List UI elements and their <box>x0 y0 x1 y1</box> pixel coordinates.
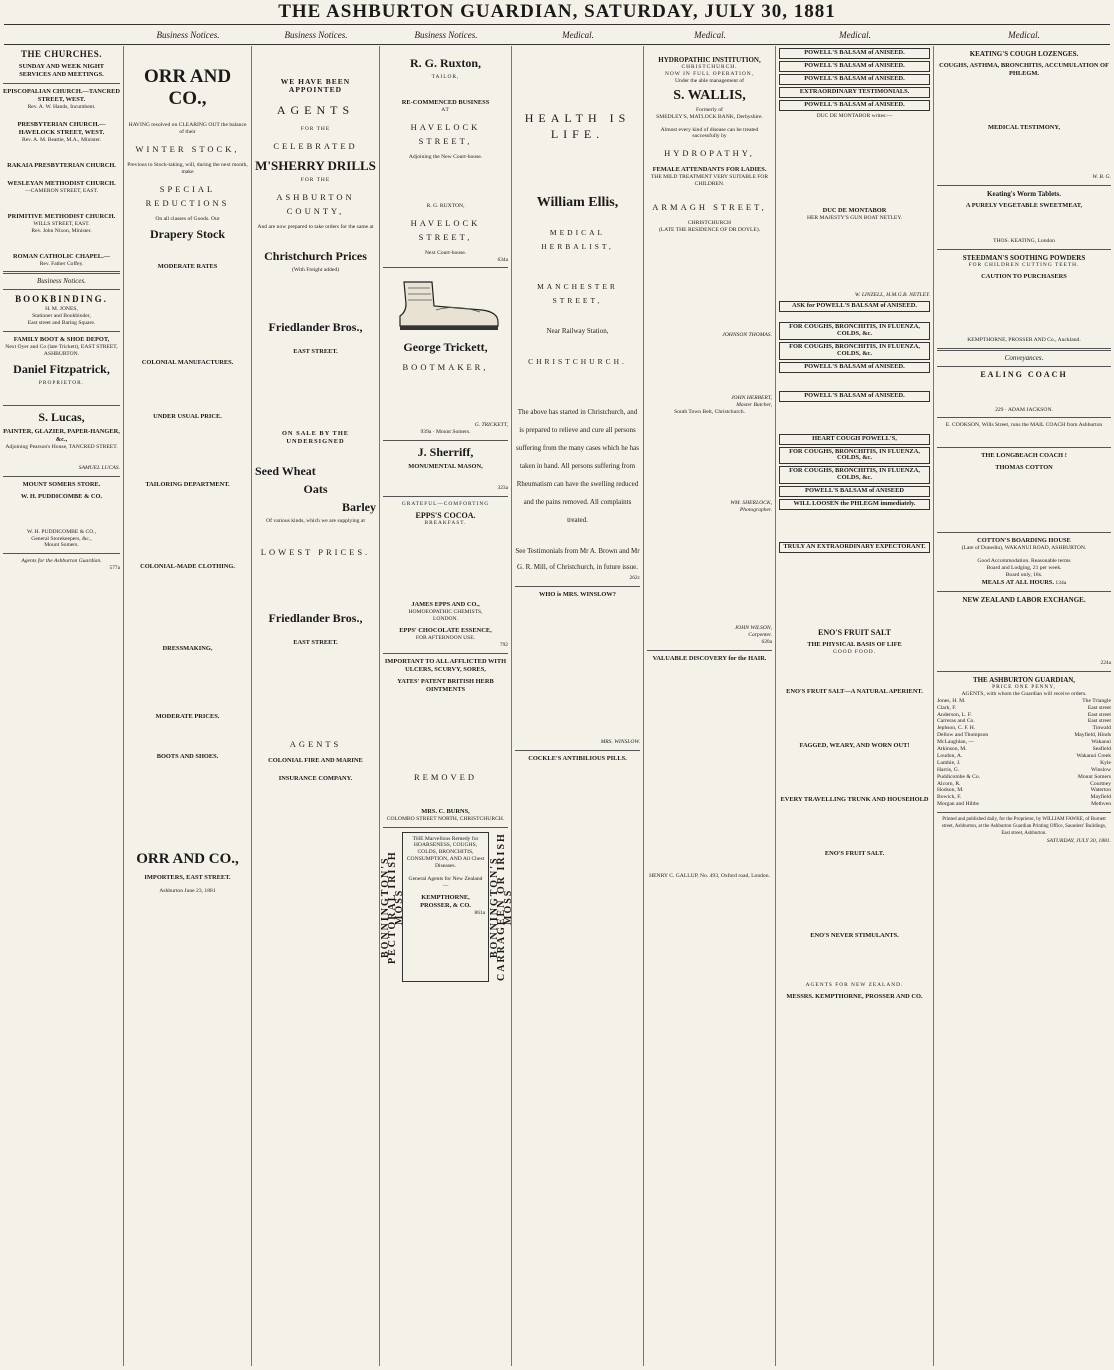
fitzpatrick-role: PROPRIETOR. <box>38 379 85 386</box>
orr-moderate: MODERATE RATES <box>157 262 218 270</box>
agent-place: Mayfield, Hinds <box>1074 732 1111 739</box>
orr-tailoring: TAILORING DEPARTMENT. <box>145 480 230 488</box>
keating-worm: Keating's Worm Tablets. <box>987 189 1061 198</box>
trickett-bootmaker: BOOTMAKER, <box>402 362 489 373</box>
enos-fagged: FAGGED, WEARY, AND WORN OUT! <box>799 741 910 749</box>
agent-name: Carreras and Co. <box>937 718 975 725</box>
agent-name: Lambie, J. <box>937 759 961 766</box>
fb-county: ASHBURTON COUNTY, <box>276 191 355 216</box>
masthead: THE ASHBURTON GUARDIAN, SATURDAY, JULY 30, 1881 <box>278 1 836 22</box>
steedman-caution: CAUTION TO PURCHASERS <box>981 272 1067 280</box>
printed-by: Printed and published daily, for the Proprietor, by WILLIAM FAWKE, of Burnett street, Ashburton, at the Ashburton Guardian Printing Office, Saunders' Buildings, East street, Ashburton. <box>941 817 1107 836</box>
agent-row <box>937 760 1111 767</box>
trickett-num: 939a <box>420 429 432 436</box>
column-keating: KEATING'S COUGH LOZENGES. COUGHS, ASTHMA, BRONCHITIS, ACCUMULATION OF PHLEGM. MEDICAL TESTIMONY, W. B. G. Keating's Worm Tablets. A PURELY VEGETABLE SWEETMEAT, THOS. KEATING, London STEEDMAN'S SOOTHING POWDERS FOR CHILDREN CUTTING TEETH. CAUTION TO PURCHASERS KEMPTHORNE, PROSSER AND Co., Auckland. Conveyances. EALING COACH 229 · ADAM JACKSON. E. COOKSON, Wills Street, runs the MAIL COACH from Ashburton THE LONGBEACH COACH ! THOMAS COTTON COTTON'S BOARDING HOUSE (Late of Dunedin), WAKANUI ROAD, ASHBURTON. Good Accommodation. Reasonable terms Board and Lodging, 21 per week. Board only, 18s. MEALS AT ALL HOURS. 134a NEW ZEALAND LABOR EXCHANGE. 224a THE ASHBURTON GUARDIAN, PRICE ONE PENNY, AGENTS, with whom the Guardian will receive orders. Jones, H. M. The Triangle Clark, F. East street Anderson, L. F. East street Carreras and Co. East street Jephson, C. F. H. Tinwald Dellow and Thompson Mayfield, Hinds McLaughlan, — Wakanui Atkinson, M. Seafield Loudon, A. Wakanui Creek Lambie, J. Kyle Harris, G. Winslow Puddicombe & Co. Mount Somers Alcorn, R. Courtney Hodson, M. Waterton Bowick, F. Mayfield Morgan and Hibbs Methven Printed and published daily, for the Proprietor, by WILLIAM FAWKE, of Burnett street, Ashburton, at the Ashburton Guardian Printing Office, Saunders' Buildings, East street, Ashburton. SATURDAY, JULY 30, 1881. <box>937 50 1111 844</box>
agent-row <box>937 753 1111 760</box>
agent-place: Methven <box>1091 801 1111 808</box>
keating-name: THOS. KEATING, <box>993 237 1037 244</box>
fb-chch-prices: Christchurch Prices <box>264 248 367 263</box>
agent-place: East street <box>1087 718 1111 725</box>
removed-title: REMOVED <box>413 771 478 782</box>
herbert-role: Master Butcher, <box>736 401 772 408</box>
cotton-board: Board and Lodging, 21 per week. <box>986 565 1062 572</box>
family-boot-title: FAMILY BOOT & SHOE DEPOT, <box>13 336 110 344</box>
roman-rev: Rev. Father Coffey. <box>39 260 84 267</box>
winslow-head: WHO is MRS. WINSLOW? <box>539 590 616 598</box>
primitive-rev: Rev. John Nixon, Minister. <box>31 227 92 234</box>
orr-title: ORR AND CO., <box>143 66 232 109</box>
enos-good: GOOD FOOD. <box>833 648 876 655</box>
agent-place: Tinwald <box>1092 725 1111 732</box>
sherriff-num: 323a <box>497 485 508 492</box>
cotton-board-day: Board only, 18s. <box>1005 572 1043 579</box>
column-heads <box>0 26 1114 44</box>
extraordinary-box: EXTRAORDINARY TESTIMONIALS. <box>779 87 930 98</box>
column-friedlander <box>252 46 380 1366</box>
agent-name: Jephson, C. F. H. <box>937 725 976 732</box>
orr-footer-name: ORR AND CO., <box>136 850 239 867</box>
lucas-role: PAINTER, GLAZIER, PAPER-HANGER, &c., <box>3 427 120 443</box>
family-boot-addr: Next Oyer and Co (late Trickett), EAST STREET, ASHBURTON. <box>5 344 118 357</box>
agent-row <box>937 732 1111 739</box>
fb-freight: (With Freight added) <box>292 266 339 273</box>
hydro-armagh-city: CHRISTCHURCH <box>687 220 732 227</box>
important-title: IMPORTANT TO ALL AFFLICTED WITH ULCERS, SCURVY, SORES, <box>384 657 507 673</box>
column-head-3: Business Notices. <box>414 30 478 40</box>
wallis-from: SMEDLEY'S, MATLOCK BANK, Derbyshire. <box>656 113 763 120</box>
hydro-mgmt: Under the able management of <box>675 77 744 84</box>
agent-place: Seafield <box>1092 746 1111 753</box>
agent-name: Puddicombe & Co. <box>937 773 981 780</box>
enos-sub: THE PHYSICAL BASIS OF LIFE <box>807 640 902 648</box>
cotton-boarding: COTTON'S BOARDING HOUSE <box>977 537 1071 545</box>
agent-name: Jones, H. M. <box>937 697 966 704</box>
agent-row <box>937 774 1111 781</box>
orr-on-all: On all classes of Goods. Our <box>155 215 220 222</box>
fb-east: EAST STREET. <box>293 347 338 355</box>
agent-row <box>937 767 1111 774</box>
orr-footer-sub: IMPORTERS, EAST STREET. <box>144 873 231 881</box>
powell-box-7: POWELL'S BALSAM of ANISEED <box>779 486 930 497</box>
primitive-heading: PRIMITIVE METHODIST CHURCH. <box>7 212 116 220</box>
orr-under-usual: UNDER USUAL PRICE. <box>153 412 222 420</box>
powell-box-4: POWELL'S BALSAM of ANISEED. <box>779 100 930 111</box>
burns-name: MRS. C. BURNS, <box>421 807 470 815</box>
heads-rule <box>4 44 1110 45</box>
epps-grateful: GRATEFUL—COMFORTING <box>401 501 490 508</box>
lucas-name: S. Lucas, <box>38 409 85 424</box>
column-head-6: Medical. <box>839 30 871 40</box>
burns-addr: COLOMBO STREET NORTH, CHRISTCHURCH. <box>386 815 505 822</box>
coughs-box-1: FOR COUGHS, BRONCHITIS, IN FLUENZA, COLDS, &c. <box>779 322 930 340</box>
fb-prepared: And are now prepared to take orders for the same at <box>257 223 374 230</box>
bookbinding-name: H. M. JONES, <box>45 306 78 313</box>
agent-row <box>937 705 1111 712</box>
puddicombe-signature: W. H. PUDDICOMBE & CO., <box>26 528 97 535</box>
agent-row <box>937 718 1111 725</box>
lucas-signature: SAMUEL LUCAS. <box>78 464 120 471</box>
roman-heading: ROMAN CATHOLIC CHAPEL.— <box>13 252 110 260</box>
fb-drills: M'SHERRY DRILLS <box>255 157 376 173</box>
agent-row <box>937 712 1111 719</box>
epps-breakfast: BREAKFAST. <box>424 520 467 527</box>
fb-agents: AGENTS <box>276 103 355 117</box>
fb-various: Of various kinds, which we are supplying at <box>266 517 365 524</box>
cotton-meals-num: 134a <box>1055 579 1067 586</box>
fb-on-sale: ON SALE BY THE UNDERSIGNED <box>281 429 350 445</box>
guardian-agents-num: 577a <box>109 565 120 572</box>
powell-box-6: POWELL'S BALSAM of ANISEED. <box>779 391 930 402</box>
column-ellis <box>512 46 644 1366</box>
ruxton-recommenced: RE-COMMENCED BUSINESS <box>401 98 490 106</box>
guardian-price: PRICE ONE PENNY, <box>992 683 1056 690</box>
presbyterian-heading: PRESBYTERIAN CHURCH.—HAVELOCK STREET, WEST. <box>17 120 106 136</box>
orr-drapery: Drapery Stock <box>150 226 225 241</box>
orr-special: SPECIAL REDUCTIONS <box>145 183 230 208</box>
cockle-title: COCKLE'S ANTIBILIOUS PILLS. <box>528 754 627 762</box>
presbyterian-rev: Rev. A. M. Beattie, M.A., Minister. <box>21 136 102 143</box>
bookbinding-addr: East street and Baring Square. <box>27 320 96 327</box>
fb-friedlander: Friedlander Bros., <box>268 319 363 334</box>
column-head-2: Business Notices. <box>284 30 348 40</box>
keating-purely: A PURELY VEGETABLE SWEETMEAT, <box>965 201 1083 209</box>
fb-for-the: FOR THE <box>300 126 331 132</box>
printed-date: SATURDAY, JULY 30, 1881. <box>1046 837 1111 844</box>
ruxton-court: Next Court-house. <box>424 249 467 256</box>
ruxton-at: AT <box>441 106 450 113</box>
cotton-meals: MEALS AT ALL HOURS. <box>981 578 1054 586</box>
powell-box-3: POWELL'S BALSAM of ANISEED. <box>779 74 930 85</box>
mount-store-title: MOUNT SOMERS STORE. <box>22 480 101 488</box>
wilson-num: 620a <box>761 639 772 646</box>
johnson-signature: JOHNSON THOMAS. <box>722 331 772 338</box>
ruxton-num: 634a <box>497 256 508 263</box>
ellis-intro: The above has started in Christchurch, and is prepared to relieve and cure all persons suffering from the many cases which he has taken in hand. All persons suffering from Rheumatism can have the swelling reduced and the pains removed. All complaints treated. <box>516 407 639 524</box>
ruxton-signature: R. G. RUXTON, <box>426 202 465 209</box>
lucas-addr: Adjoining Pearson's House, TANCRED STREET. <box>5 443 118 450</box>
herbert-signature: JOHN HERBERT, <box>731 394 772 401</box>
steedman-city: Auckland. <box>1057 336 1081 343</box>
agent-place: Wakanui <box>1091 739 1111 746</box>
fb-lowest: LOWEST PRICES. <box>260 546 371 557</box>
yates-title: YATES' PATENT BRITISH HERB OINTMENTS <box>397 677 494 693</box>
column-powell <box>776 46 934 1366</box>
steedman-sub: FOR CHILDREN CUTTING TEETH. <box>968 261 1080 268</box>
hydro-armagh: ARMAGH STREET, <box>652 202 767 213</box>
phlegm-box: WILL LOOSEN the PHLEGM immediately. <box>779 499 930 510</box>
agent-row <box>937 787 1111 794</box>
enos-again: ENO'S FRUIT SALT. <box>824 849 885 857</box>
episcopal-rev: Rev. A. W. Hands, Incumbent. <box>27 104 96 110</box>
trickett-name: George Trickett, <box>403 340 488 355</box>
coughs-box-4: FOR COUGHS, BRONCHITIS, IN FLUENZA, COLDS, &c. <box>779 466 930 484</box>
agent-name: Clark, F. <box>937 704 957 711</box>
fb-barley: Barley <box>342 499 376 514</box>
keating-city: London <box>1037 237 1055 244</box>
sherlock-signature: WM. SHERLOCK, <box>730 499 772 506</box>
guardian-agents-head: AGENTS, with whom the Guardian will receive orders. <box>961 690 1087 697</box>
ellis-manchester: MANCHESTER STREET, <box>537 282 618 305</box>
agent-row <box>937 794 1111 801</box>
montabor-signature: DUC DE MONTABOR <box>822 207 887 215</box>
fb-friedlander-2: Friedlander Bros., <box>268 610 363 625</box>
column-orr <box>124 46 252 1366</box>
hydro-treatment: THE MILD TREATMENT VERY SUITABLE FOR CHILDREN. <box>650 174 769 188</box>
ellis-herbalist: MEDICAL HERBALIST, <box>541 228 614 251</box>
hydro-armagh-note: (LATE THE RESIDENCE OF DR DOYLE). <box>658 227 761 234</box>
general-agents: General Agents for New Zealand— <box>408 876 483 889</box>
powell-box-5: POWELL'S BALSAM of ANISEED. <box>779 362 930 373</box>
fb-agents-2: AGENTS <box>289 738 342 749</box>
hydro-note: Almost every kind of disease can be treated successfully by <box>660 126 759 140</box>
column-head-4: Medical. <box>562 30 594 40</box>
orr-clothing: COLONIAL-MADE CLOTHING. <box>140 562 235 570</box>
agent-name: Loudon, A. <box>937 752 963 759</box>
enos-never: ENO'S NEVER STIMULANTS. <box>810 931 899 939</box>
health-title: HEALTH IS LIFE. <box>524 111 631 141</box>
churches-sub: SUNDAY AND WEEK NIGHT SERVICES AND MEETINGS. <box>18 63 105 78</box>
agent-name: Bowick, F. <box>937 794 962 801</box>
coughs-box-2: FOR COUGHS, BRONCHITIS, IN FLUENZA, COLDS, &c. <box>779 342 930 360</box>
epps-num: 792 <box>499 641 508 648</box>
rakaia-heading: RAKAIA PRESBYTERIAN CHURCH. <box>7 161 116 169</box>
irish-moss-left: BONNINGTON'S PECTORAL IRISH MOSS <box>380 849 405 964</box>
sherlock-role: Photographer. <box>739 506 772 513</box>
montabor-writes: DUC DE MONTABOR writes:— <box>816 112 893 119</box>
enos-natural: ENO'S FRUIT SALT—A NATURAL APERIENT. <box>786 687 923 695</box>
ealing-num: 229 <box>995 406 1004 413</box>
boot-illustration <box>386 276 506 332</box>
agent-name: Atkinson, M. <box>937 746 967 753</box>
ruxton-adjoining: Adjoining the New Court-house. <box>408 153 483 160</box>
agent-name: Alcorn, R. <box>937 780 961 787</box>
agent-row <box>937 739 1111 746</box>
epps-essence: EPPS' CHOCOLATE ESSENCE, <box>399 626 492 634</box>
trickett-place: Mount Somers. <box>436 429 471 436</box>
wesleyan-addr: —CAMERON STREET, EAST. <box>25 187 98 194</box>
kempthorne-num: 861a <box>474 909 485 916</box>
steedman-title: STEEDMAN'S SOOTHING POWDERS <box>962 253 1086 262</box>
wilson-role: Carpenter. <box>748 632 772 639</box>
agent-place: Kyle <box>1100 759 1111 766</box>
fitzpatrick-name: Daniel Fitzpatrick, <box>13 361 110 376</box>
fb-oats: Oats <box>303 481 328 496</box>
hydro-hydropathy: HYDROPATHY, <box>664 148 755 159</box>
enos-title: ENO'S FRUIT SALT <box>818 627 891 637</box>
agent-name: Anderson, L. F. <box>937 711 972 718</box>
valuable-title: VALUABLE DISCOVERY for the HAIR. <box>652 655 767 663</box>
episcopal-heading: EPISCOPALIAN CHURCH.—TANCRED STREET, WEST. <box>3 88 120 103</box>
gallup-footer: HENRY C. GALLUP, No. 493, Oxford road, London. <box>649 873 770 880</box>
fb-east-2: EAST STREET. <box>293 638 338 646</box>
wesleyan-heading: WESLEYAN METHODIST CHURCH. <box>7 179 116 187</box>
truly-box: TRULY AN EXTRAORDINARY EXPECTORANT. <box>779 542 930 553</box>
agent-name: Harris, G. <box>937 766 960 773</box>
coughs-box-3: FOR COUGHS, BRONCHITIS, IN FLUENZA, COLDS, &c. <box>779 447 930 465</box>
trickett-signature: G. TRICKETT, <box>474 422 508 429</box>
orr-boots: BOOTS AND SHOES. <box>156 752 219 760</box>
guardian-agents-footer: Agents for the Ashburton Guardian. <box>21 558 102 565</box>
column-churches <box>0 46 124 1366</box>
puddicombe-place: Mount Somers. <box>44 542 79 549</box>
ruxton-name: R. G. Ruxton, <box>409 56 481 70</box>
agent-row <box>937 698 1111 705</box>
agent-place: Mount Somers <box>1077 773 1111 780</box>
orr-colonial: COLONIAL MANUFACTURES. <box>141 358 234 366</box>
ellis-near: Near Railway Station, <box>546 327 609 335</box>
hydro-open: NOW IN FULL OPERATION, <box>664 70 755 77</box>
steedman-kempthorne: KEMPTHORNE, PROSSER AND Co., <box>967 336 1057 343</box>
cotton-boarding-addr: (Late of Dunedin), WAKANUI ROAD, ASHBURTON. <box>961 545 1087 552</box>
marvellous-remedy: THE Marvellous Remedy for HOARSENESS, COUGHS, COLDS, BRONCHITIS, CONSUMPTION, AND All Chest Diseases. <box>406 835 485 870</box>
fb-colonial-fire: COLONIAL FIRE AND MARINE <box>268 756 363 764</box>
fb-county-for: FOR THE <box>300 176 331 183</box>
ealing-signature: ADAM JACKSON. <box>1007 406 1053 413</box>
keating-testimony: MEDICAL TESTIMONY, <box>987 124 1061 131</box>
agent-place: Courtney <box>1090 780 1111 787</box>
agent-row <box>937 801 1111 808</box>
primitive-addr: WILLS STREET, EAST. <box>33 220 90 227</box>
keating-coughs: COUGHS, ASTHMA, BRONCHITIS, ACCUMULATION OF PHLEGM. <box>939 62 1109 77</box>
powell-box-1: POWELL'S BALSAM of ANISEED. <box>779 48 930 59</box>
agent-place: Mayfield <box>1090 794 1111 801</box>
agent-name: Dellow and Thompson <box>937 732 989 739</box>
column-ruxton: R. G. Ruxton, TAILOR, RE-COMMENCED BUSINESS AT HAVELOCK STREET, Adjoining the New Court-house. R. G. RUXTON, HAVELOCK STREET, Next Court-house. 634a George Trickett, BOOTMAKER, G. TRICKETT, 939a · Mount Somers. J. Sherriff, MONUMENTAL MASON, 323a GRATEFUL—COMFORTING EPPS'S COCOA. BREAKFAST. JAMES EPPS AND CO., HOMOEOPATHIC CHEMISTS, LONDON. EPPS' CHOCOLATE ESSENCE, FOR AFTERNOON USE. 792 IMPORTANT TO ALL AFFLICTED WITH ULCERS, SCURVY, SORES, YATES' PATENT BRITISH HERB OINTMENTS REMOVED MRS. C. BURNS, COLOMBO STREET NORTH, CHRISTCHURCH. BONNINGTON'S PECTORAL IRISH MOSS THE Marvellous Remedy for HOARSENESS, COUGHS, COLDS, BRONCHITIS, CONSUMPTION, AND All Chest Diseases. General Agents for New Zealand— KEMPTHORNE, PROSSER, & CO. 861a BONNINGTON'S CARRAGEEN OR IRISH MOSS <box>380 46 512 1366</box>
agent-row <box>937 746 1111 753</box>
heart-cough-box: HEART COUGH POWELL'S, <box>779 434 930 445</box>
orr-winter: WINTER STOCK, <box>135 143 240 154</box>
agent-place: East street <box>1087 704 1111 711</box>
epps-title: EPPS'S COCOA. <box>415 511 476 521</box>
column-head-5: Medical. <box>694 30 726 40</box>
nz-labor-num: 224a <box>1100 659 1111 666</box>
agent-place: East street <box>1087 711 1111 718</box>
hydro-city: CHRISTCHURCH. <box>681 64 738 70</box>
newspaper-columns <box>0 46 1114 1366</box>
nz-labor-title: NEW ZEALAND LABOR EXCHANGE. <box>962 595 1086 604</box>
agent-place: Waterton <box>1090 787 1111 794</box>
ellis-num: 262c <box>629 574 640 581</box>
wallis-formerly: Formerly of <box>696 106 723 113</box>
enos-kempthorne: MESSRS. KEMPTHORNE, PROSSER AND CO. <box>786 992 923 1000</box>
guardian-title: THE ASHBURTON GUARDIAN, <box>972 675 1076 684</box>
sherriff-name: J. Sherriff, <box>417 445 474 460</box>
herbert-addr: South Town Belt, Christchurch. <box>674 408 745 415</box>
cotton-good: Good Accommodation. Reasonable terms <box>977 558 1071 565</box>
enos-agents: AGENTS FOR NEW ZEALAND. <box>805 981 904 988</box>
epps-chem-city: LONDON. <box>432 615 458 622</box>
agent-name: McLaughlan, — <box>937 739 974 746</box>
ruxton-havelock-2: HAVELOCK STREET, <box>410 217 481 242</box>
masthead-rule <box>4 24 1110 25</box>
wilson-signature: JOHN WILSON, <box>734 625 772 632</box>
netley-head: HER MAJESTY'S GUN BOAT NETLEY. <box>806 215 903 222</box>
netley-signature: W. LINZELL, H.M.G.B. NETLEY. <box>854 292 930 299</box>
fb-celebrated: CELEBRATED <box>273 140 358 151</box>
bookbinding-role: Stationer and Bookbinder, <box>32 313 91 320</box>
agent-place: Winslow <box>1091 766 1111 773</box>
fb-insurance: INSURANCE COMPANY. <box>278 774 353 782</box>
fb-we-have: WE HAVE BEEN APPOINTED <box>280 77 351 94</box>
ask-box: ASK for POWELL'S BALSAM of ANISEED. <box>779 301 930 312</box>
agent-row <box>937 781 1111 788</box>
cotton-name: THOMAS COTTON <box>995 464 1053 472</box>
powell-box-2: POWELL'S BALSAM of ANISEED. <box>779 61 930 72</box>
sherriff-role: MONUMENTAL MASON, <box>408 463 483 471</box>
churches-title: THE CHURCHES. <box>20 49 102 59</box>
epps-chem-role: HOMOEOPATHIC CHEMISTS, <box>408 608 483 615</box>
guardian-agents-list <box>937 698 1111 809</box>
agent-place: Wakanui Creek <box>1076 752 1111 759</box>
bookbinding-title: BOOKBINDING. <box>15 294 108 305</box>
epps-chem: JAMES EPPS AND CO., <box>411 600 480 608</box>
conveyances-head: Conveyances. <box>1004 353 1044 362</box>
epps-essence-sub: FOR AFTERNOON USE. <box>415 634 476 641</box>
orr-intro: HAVING resolved on CLEARING OUT the balance of their <box>128 122 247 135</box>
ealing-title: EALING COACH <box>980 369 1068 379</box>
orr-footer-date: Ashburton June 23, 1881 <box>159 887 216 894</box>
column-head-7: Medical. <box>1008 30 1040 40</box>
ellis-city: CHRISTCHURCH. <box>528 356 627 366</box>
ellis-name: William Ellis, <box>536 195 619 210</box>
agent-name: Hodson, M. <box>937 787 964 794</box>
ruxton-havelock: HAVELOCK STREET, <box>410 121 481 146</box>
longbeach-title: THE LONGBEACH COACH ! <box>981 452 1067 460</box>
winslow-signature: MRS. WINSLOW. <box>600 738 640 745</box>
kempthorne-agents: KEMPTHORNE, PROSSER, & CO. <box>420 893 471 909</box>
agent-name: Morgan and Hibbs <box>937 801 979 808</box>
puddicombe-role: General Storekeepers, &c., <box>31 535 92 542</box>
column-head-1: Business Notices. <box>156 30 220 40</box>
cookson-ad: E. COOKSON, Wills Street, runs the MAIL COACH from Ashburton <box>945 422 1103 429</box>
hydro-female: FEMALE ATTENDANTS FOR LADIES. <box>652 166 767 174</box>
column-hydro <box>644 46 776 1366</box>
orr-dressmaking: DRESSMAKING, <box>162 644 213 652</box>
keating-signature: W. B. G. <box>1092 174 1111 180</box>
fb-seed: Seed Wheat <box>255 463 316 478</box>
ruxton-tailor: TAILOR, <box>431 74 460 80</box>
business-notices-head: Business Notices. <box>37 277 86 286</box>
orr-previous: Previous to Stock-taking, will, during the next month, make <box>127 161 248 175</box>
irish-moss-right: BONNINGTON'S CARRAGEEN OR IRISH MOSS <box>489 832 514 981</box>
puddicombe-title: W. H. PUDDICOMBE & CO. <box>20 492 103 500</box>
ellis-testimonials: See Testimonials from Mr A. Brown and Mr G. R. Mill, of Christchurch, in future issue. <box>515 546 640 571</box>
wallis-name: S. WALLIS, <box>673 87 746 103</box>
enos-travelling: EVERY TRAVELLING TRUNK AND HOUSEHOLD <box>780 795 929 803</box>
hydro-title: HYDROPATHIC INSTITUTION, <box>658 56 761 64</box>
agent-place: The Triangle <box>1082 697 1111 704</box>
keating-lozenges: KEATING'S COUGH LOZENGES. <box>969 50 1079 58</box>
orr-moderate-prices: MODERATE PRICES. <box>155 712 220 720</box>
